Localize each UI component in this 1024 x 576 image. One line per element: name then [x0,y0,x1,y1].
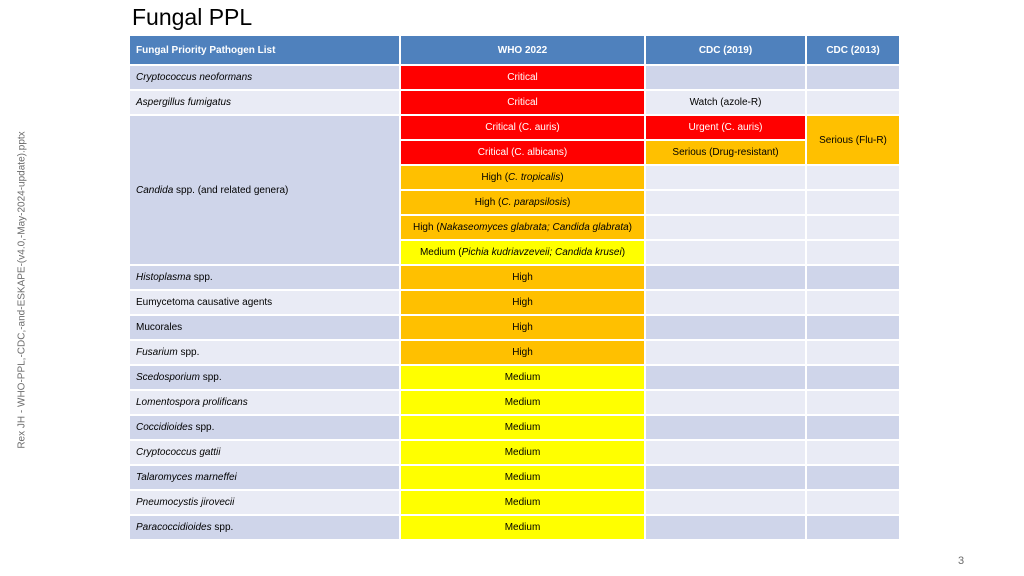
cdc-2013-rating [806,515,900,540]
table-body-rest [129,265,900,540]
cdc-2013-rating [806,465,900,490]
pathogen-name: Cryptococcus neoformans [129,65,400,90]
cdc-2019-rating [645,490,806,515]
table-row [129,390,900,415]
who-rating: Critical [400,65,645,90]
cdc-2013-rating [806,390,900,415]
cdc-2019-rating [645,165,806,190]
table-row [129,290,900,315]
cdc-2019-rating [645,190,806,215]
cdc-2019-rating: Watch (azole-R) [645,90,806,115]
who-rating: High [400,340,645,365]
table-row [129,315,900,340]
table-row [129,265,900,290]
table-row [129,90,900,115]
cdc-2019-rating [645,290,806,315]
pathogen-name: Cryptococcus gattii [129,440,400,465]
who-rating: High [400,290,645,315]
header-pathogen: Fungal Priority Pathogen List [129,35,400,65]
who-rating-krusei: Medium (Pichia kudriavzeveii; Candida krusei) [400,240,645,265]
cdc-2013-rating [806,215,900,240]
table-row [129,340,900,365]
who-rating: Critical [400,90,645,115]
who-rating: Medium [400,465,645,490]
header-cdc-2013: CDC (2013) [806,35,900,65]
cdc-2019-rating [645,465,806,490]
pathogen-name: Talaromyces marneffei [129,465,400,490]
who-rating: Medium [400,415,645,440]
cdc-2013-rating [806,340,900,365]
pathogen-name: Scedosporium spp. [129,365,400,390]
cdc-2019-rating [645,390,806,415]
cdc-2019-rating [645,440,806,465]
table-row [129,440,900,465]
cdc-2013-rating [806,315,900,340]
table-header-row [129,35,900,65]
who-rating: Medium [400,490,645,515]
who-rating: High [400,315,645,340]
cdc-2013-rating [806,415,900,440]
pathogen-name: Pneumocystis jirovecii [129,490,400,515]
table-row [129,465,900,490]
pathogen-name: Lomentospora prolificans [129,390,400,415]
pathogen-name: Coccidioides spp. [129,415,400,440]
cdc-2013-rating [806,190,900,215]
who-rating: Medium [400,440,645,465]
pathogen-name: Eumycetoma causative agents [129,290,400,315]
cdc-2019-rating [645,215,806,240]
cdc-2013-rating [806,240,900,265]
table-row [129,515,900,540]
header-who-2022: WHO 2022 [400,35,645,65]
pathogen-name: Aspergillus fumigatus [129,90,400,115]
cdc-2019-rating [645,415,806,440]
who-rating-glabrata: High (Nakaseomyces glabrata; Candida glabrata) [400,215,645,240]
who-rating-tropicalis: High (C. tropicalis) [400,165,645,190]
pathogen-name-candida: Candida spp. (and related genera) [129,115,400,265]
cdc-2013-rating [806,265,900,290]
who-rating-parapsilosis: High (C. parapsilosis) [400,190,645,215]
cdc-2013-rating [806,90,900,115]
cdc-2019-rating [645,315,806,340]
cdc-2013-rating [806,65,900,90]
cdc-2019-rating [645,365,806,390]
table-row [129,415,900,440]
who-rating: High [400,265,645,290]
page-number: 3 [958,555,965,567]
cdc-2013-rating [806,290,900,315]
table-row [129,490,900,515]
table-row-candida [129,115,900,140]
who-rating-auris: Critical (C. auris) [400,115,645,140]
pathogen-name: Histoplasma spp. [129,265,400,290]
cdc-2013-rating [806,165,900,190]
cdc-2013-rating [806,490,900,515]
pathogen-table [128,34,901,541]
cdc-2019-rating [645,340,806,365]
cdc-2013-rating-candida: Serious (Flu-R) [806,115,900,165]
table-row [129,365,900,390]
who-rating: Medium [400,390,645,415]
pathogen-name: Paracoccidioides spp. [129,515,400,540]
who-rating: Medium [400,515,645,540]
cdc-2019-rating [645,65,806,90]
who-rating-albicans: Critical (C. albicans) [400,140,645,165]
cdc-2013-rating [806,440,900,465]
who-rating: Medium [400,365,645,390]
pathogen-name: Mucorales [129,315,400,340]
header-cdc-2019: CDC (2019) [645,35,806,65]
table-row [129,65,900,90]
cdc-2013-rating [806,365,900,390]
side-filename: Rex JH - WHO-PPL,-CDC,-and-ESKAPE-(v4.0,-May-2024-update).pptx [16,131,28,449]
cdc-2019-rating [645,265,806,290]
pathogen-name: Fusarium spp. [129,340,400,365]
cdc-2019-rating-albicans: Serious (Drug-resistant) [645,140,806,165]
cdc-2019-rating [645,240,806,265]
cdc-2019-rating [645,515,806,540]
cdc-2019-rating-auris: Urgent (C. auris) [645,115,806,140]
slide-title: Fungal PPL [132,4,253,30]
